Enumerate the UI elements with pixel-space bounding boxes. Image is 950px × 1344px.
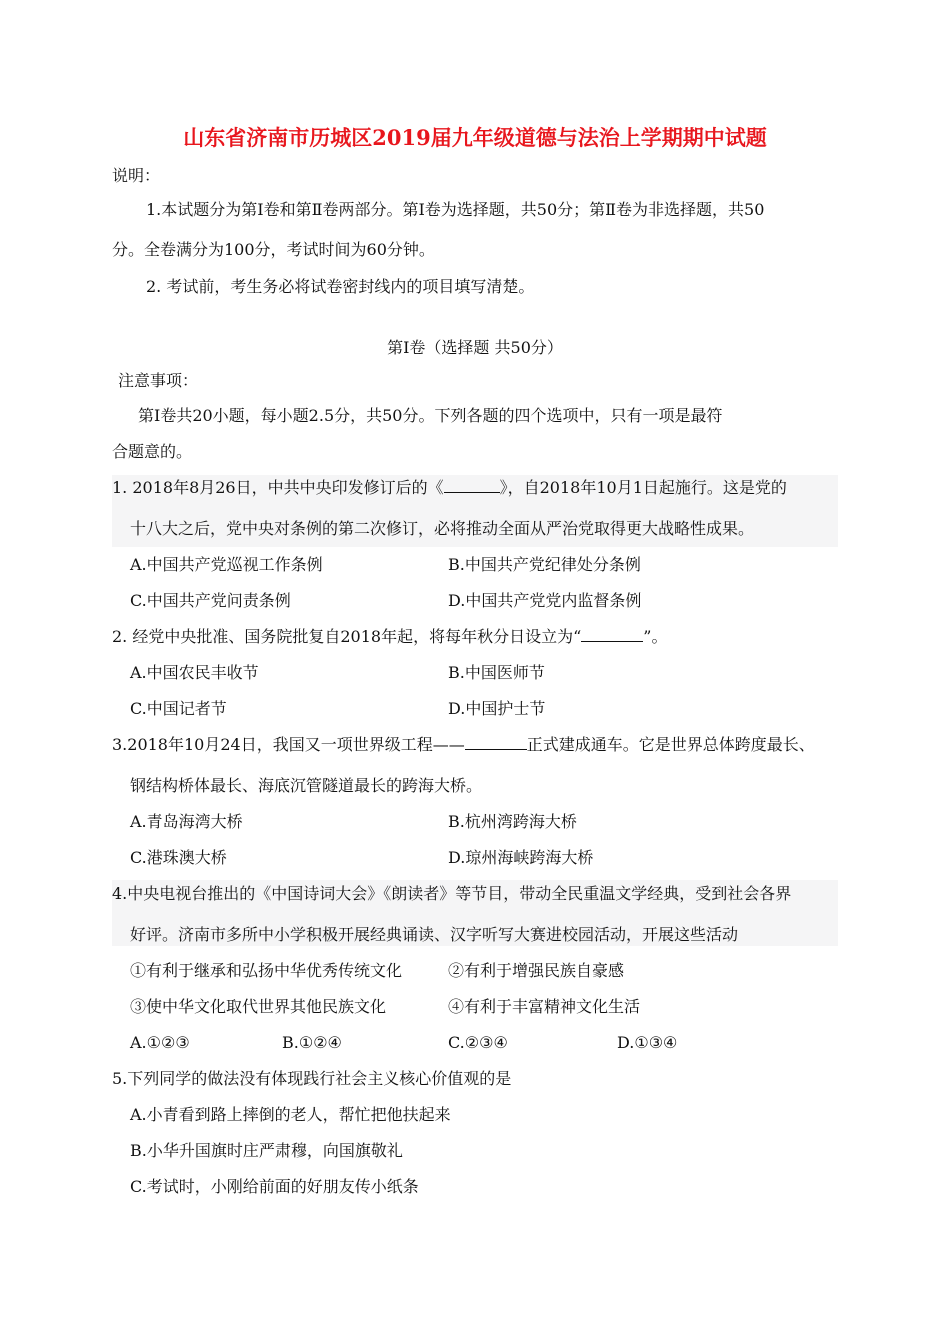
question-2-option-a: A.中国农民丰收节 [130,663,259,682]
question-4-option-b: B.①②④ [282,1033,342,1052]
instruction-item-2: 2. 考试前，考生务必将试卷密封线内的项目填写清楚。 [146,277,535,296]
instructions-heading: 说明： [112,166,161,185]
question-2-option-c: C.中国记者节 [130,699,227,718]
question-1-stem-line-2: 十八大之后，党中央对条例的第二次修订，必将推动全面从严治党取得更大战略性成果。 [130,519,755,538]
question-4-statement-3: ③使中华文化取代世界其他民族文化 [130,997,387,1016]
question-4-option-c: C.②③④ [448,1033,508,1052]
question-3-blank [465,735,527,750]
question-2-stem-pre: 2. 经党中央批准、国务院批复自2018年起，将每年秋分日设立为“ [112,627,582,646]
instruction-item-1-line-1: 1.本试题分为第Ⅰ卷和第Ⅱ卷两部分。第Ⅰ卷为选择题，共50分；第Ⅱ卷为非选择题，共50 [146,200,765,219]
question-4-option-d: D.①③④ [617,1033,678,1052]
question-3-stem-line-2: 钢结构桥体最长、海底沉管隧道最长的跨海大桥。 [130,776,483,795]
question-1-option-c: C.中国共产党问责条例 [130,591,291,610]
question-3-option-d: D.琼州海峡跨海大桥 [448,848,594,867]
question-1-option-a: A.中国共产党巡视工作条例 [130,555,323,574]
question-5-option-b: B.小华升国旗时庄严肃穆，向国旗敬礼 [130,1141,403,1160]
question-4-option-a: A.①②③ [130,1033,190,1052]
question-3-stem-line-1 [112,735,815,755]
question-1-stem-line-1 [112,478,787,498]
section-heading: 第Ⅰ卷（选择题 共50分） [387,338,563,357]
question-5-option-c: C.考试时，小刚给前面的好朋友传小纸条 [130,1177,419,1196]
question-2-option-d: D.中国护士节 [448,699,546,718]
question-4-statement-2: ②有利于增强民族自豪感 [448,961,625,980]
question-1-stem-post: 》，自2018年10月1日起施行。这是党的 [499,478,787,497]
page-title: 山东省济南市历城区2019届九年级道德与法治上学期期中试题 [183,125,767,150]
notes-line-1: 第Ⅰ卷共20小题，每小题2.5分，共50分。下列各题的四个选项中，只有一项是最符 [138,406,723,425]
question-2-stem-line-1 [112,627,667,647]
question-5-option-a: A.小青看到路上摔倒的老人，帮忙把他扶起来 [130,1105,451,1124]
question-2-stem-post: ”。 [643,627,668,646]
question-1-blank [444,478,500,493]
question-2-option-b: B.中国医师节 [448,663,545,682]
question-3-stem-pre: 3.2018年10月24日，我国又一项世界级工程—— [112,735,465,754]
question-3-option-c: C.港珠澳大桥 [130,848,227,867]
question-4-statement-4: ④有利于丰富精神文化生活 [448,997,641,1016]
question-3-stem-post: 正式建成通车。它是世界总体跨度最长、 [526,735,815,754]
question-4-stem-line-1: 4.中央电视台推出的《中国诗词大会》《朗读者》等节目，带动全民重温文学经典，受到社会各界 [112,884,792,903]
question-4-stem-line-2: 好评。济南市多所中小学积极开展经典诵读、汉字听写大赛进校园活动，开展这些活动 [130,925,739,944]
question-1-stem-pre: 1. 2018年8月26日，中共中央印发修订后的《 [112,478,444,497]
notes-line-2: 合题意的。 [112,442,193,461]
notes-heading: 注意事项： [118,371,199,390]
question-2-blank [581,627,643,642]
question-3-option-a: A.青岛海湾大桥 [130,812,243,831]
instruction-item-1-line-2: 分。全卷满分为100分，考试时间为60分钟。 [112,240,435,259]
question-1-option-b: B.中国共产党纪律处分条例 [448,555,641,574]
question-1-option-d: D.中国共产党党内监督条例 [448,591,642,610]
question-4-statement-1: ①有利于继承和弘扬中华优秀传统文化 [130,961,403,980]
question-3-option-b: B.杭州湾跨海大桥 [448,812,577,831]
question-5-stem: 5.下列同学的做法没有体现践行社会主义核心价值观的是 [112,1069,512,1088]
